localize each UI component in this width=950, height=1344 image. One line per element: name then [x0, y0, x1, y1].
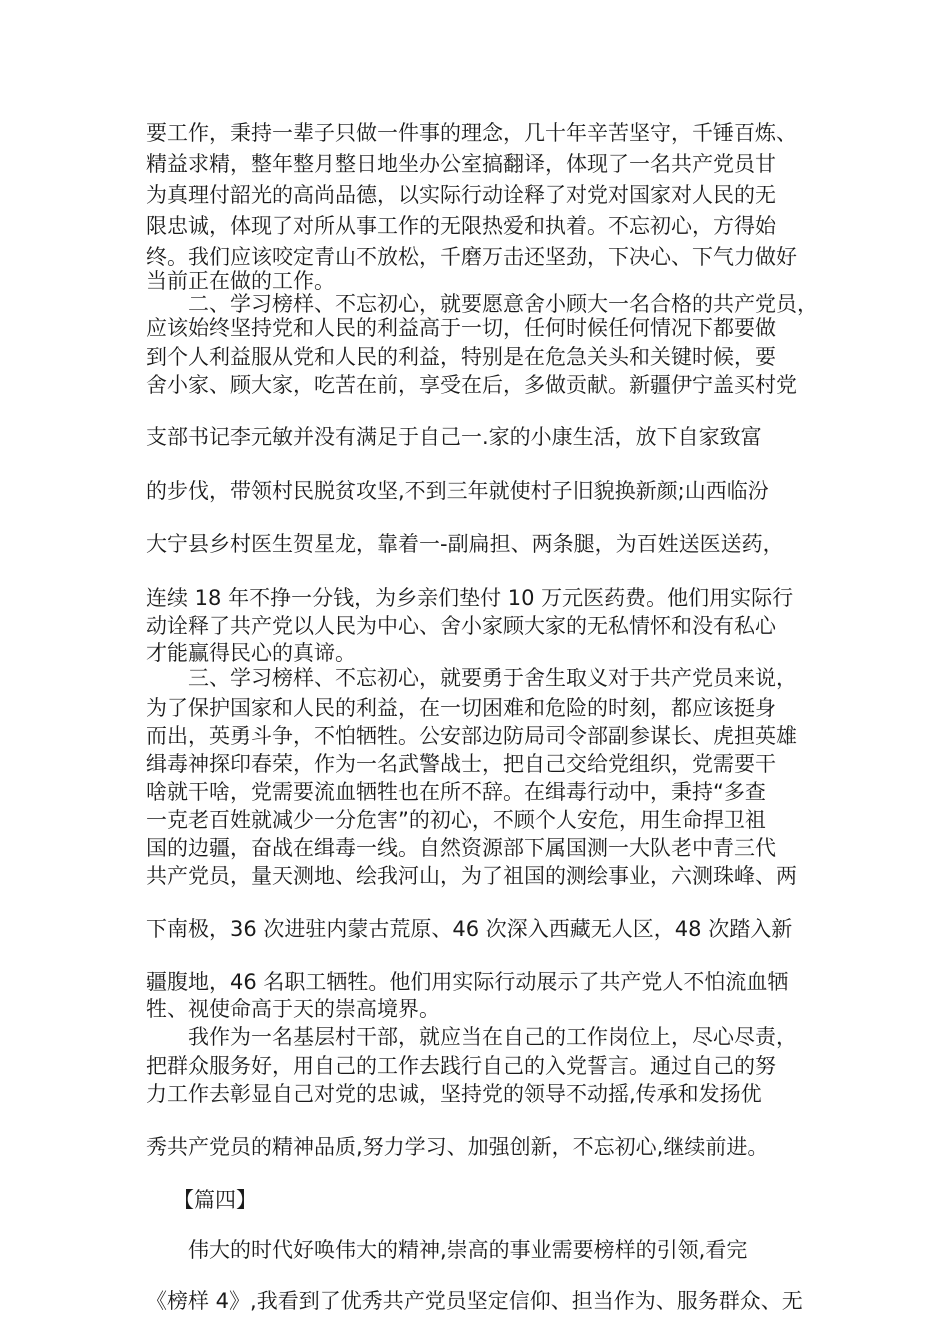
text-line: 终。我们应该咬定青山不放松，千磨万击还坚劲，下决心、下气力做好 [146, 245, 797, 269]
text-line: 为真理付韶光的高尚品德，以实际行动诠释了对党对国家对人民的无 [146, 183, 776, 207]
text-line: 到个人利益服从党和人民的利益，特别是在危急关头和关键时候，要 [146, 345, 776, 369]
text-line: 限忠诚，体现了对所从事工作的无限热爱和执着。不忘初心，方得始 [146, 214, 776, 238]
text-line: 动诠释了共产党以人民为中心、舍小家顾大家的无私情怀和没有私心 [146, 614, 776, 638]
text-line: 而出，英勇斗争，不怕牺牲。公安部边防局司令部副参谋长、虎担英雄 [146, 724, 797, 748]
text-line: 我作为一名基层村干部，就应当在自己的工作岗位上，尽心尽责， [188, 1025, 797, 1049]
text-line: 疆腹地，46 名职工牺牲。他们用实际行动展示了共产党人不怕流血牺 [146, 970, 789, 994]
text-line: 缉毒神探印春荣，作为一名武警战士，把自己交给党组织，党需要干 [146, 752, 776, 776]
text-line: 共产党员，量天测地、绘我河山，为了祖国的测绘事业，六测珠峰、两 [146, 864, 797, 888]
text-line: 的步伐，带领村民脱贫攻坚,不到三年就使村子旧貌换新颜;山西临汾 [146, 479, 769, 503]
text-line: 舍小家、顾大家，吃苦在前，享受在后，多做贡献。新疆伊宁盖买村党 [146, 373, 797, 397]
text-line: 应该始终坚持党和人民的利益高于一切，任何时候任何情况下都要做 [146, 316, 776, 340]
text-line: 三、学习榜样、不忘初心，就要勇于舍生取义对于共产党员来说， [188, 666, 797, 690]
text-line: 当前正在做的工作。 [146, 269, 335, 293]
text-line: 国的边疆，奋战在缉毒一线。自然资源部下属国测一大队老中青三代 [146, 836, 776, 860]
text-line: 力工作去彰显自己对党的忠诚，坚持党的领导不动摇,传承和发扬优 [146, 1082, 762, 1106]
text-line: 《榜样 4》,我看到了优秀共产党员坚定信仰、担当作为、服务群众、无 [146, 1289, 803, 1313]
text-line: 二、学习榜样、不忘初心，就要愿意舍小顾大一名合格的共产党员， [188, 292, 818, 316]
text-line: 把群众服务好，用自己的工作去践行自己的入党誓言。通过自己的努 [146, 1054, 776, 1078]
text-line: 要工作，秉持一辈子只做一件事的理念，几十年辛苦坚守，千锤百炼、 [146, 121, 797, 145]
text-line: 连续 18 年不挣一分钱，为乡亲们垫付 10 万元医药费。他们用实际行 [146, 586, 794, 610]
text-line: 精益求精，整年整月整日地坐办公室搞翻译，体现了一名共产党员甘 [146, 152, 776, 176]
text-line: 啥就干啥，党需要流血牺牲也在所不辞。在缉毒行动中，秉持“多查 [146, 780, 766, 804]
text-line: 支部书记李元敏并没有满足于自己一.家的小康生活，放下自家致富 [146, 425, 762, 449]
section-heading: 【篇四】 [173, 1188, 257, 1212]
text-line: 才能赢得民心的真谛。 [146, 641, 356, 665]
text-line: 大宁县乡村医生贺星龙，靠着一-副扁担、两条腿，为百姓送医送药， [146, 532, 784, 556]
text-line: 为了保护国家和人民的利益，在一切困难和危险的时刻，都应该挺身 [146, 696, 776, 720]
text-line: 牲、视使命高于天的崇高境界。 [146, 997, 440, 1021]
text-line: 一克老百姓就减少一分危害”的初心，不顾个人安危，用生命捍卫祖 [146, 808, 766, 832]
text-line: 秀共产党员的精神品质,努力学习、加强创新，不忘初心,继续前进。 [146, 1135, 769, 1159]
text-line: 下南极，36 次进驻内蒙古荒原、46 次深入西藏无人区，48 次踏入新 [146, 917, 793, 941]
text-line: 伟大的时代好唤伟大的精神,崇高的事业需要榜样的引领,看完 [188, 1238, 748, 1262]
